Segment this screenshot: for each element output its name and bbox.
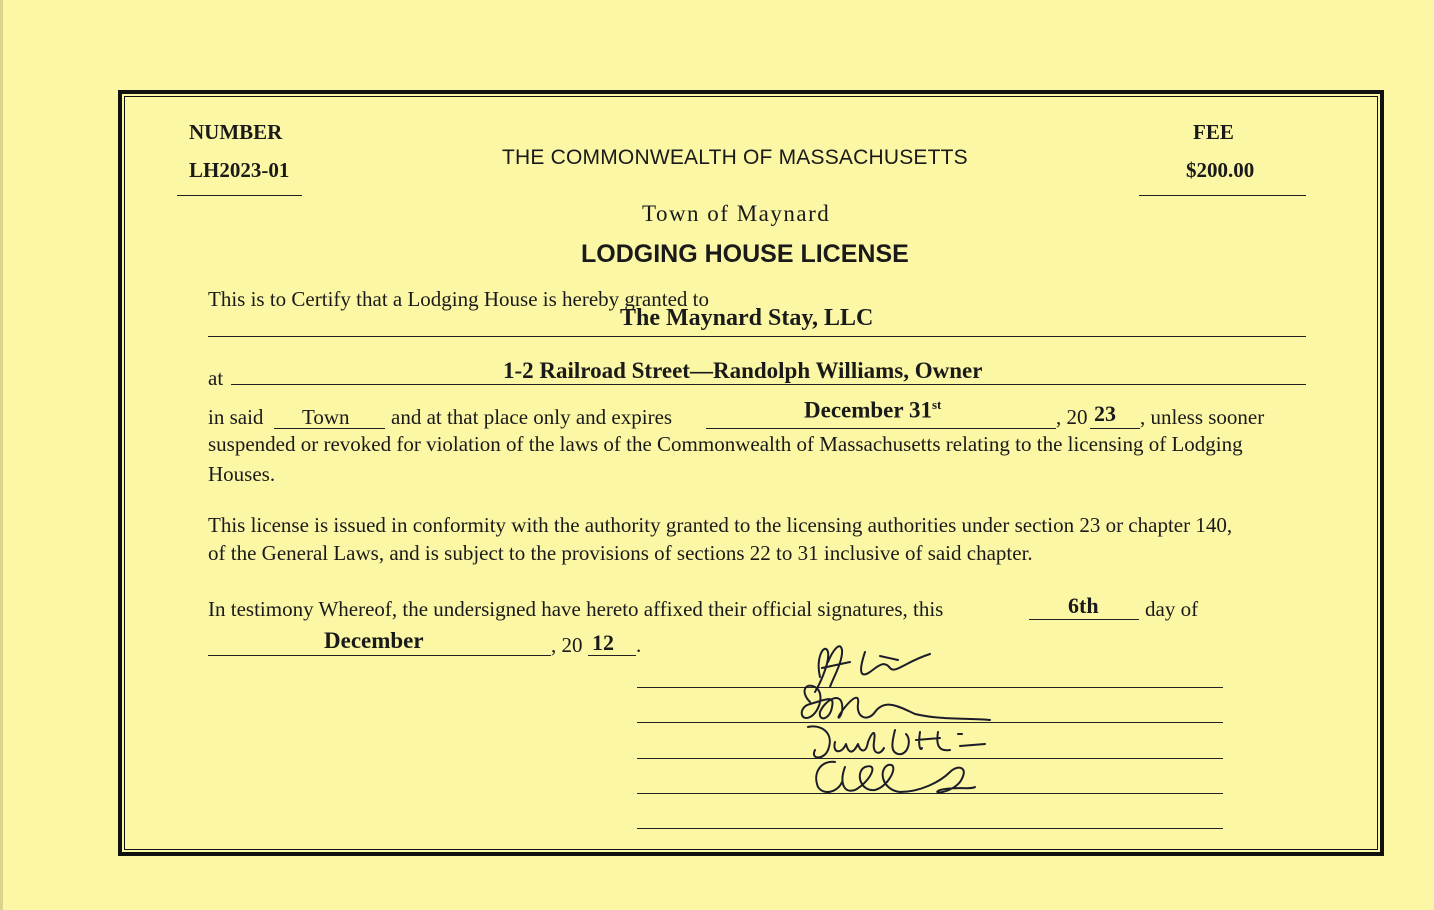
municipality-type: Town [302, 405, 350, 429]
authority-text-end: of the General Laws, and is subject to the provisions of sections 22 to 31 inclusive of said chapter. [208, 541, 1033, 565]
signing-year: 12 [592, 630, 614, 655]
fee-value: $200.00 [1186, 158, 1255, 182]
day-underline [1029, 619, 1139, 620]
expiry-year-underline [1090, 428, 1140, 429]
license-title: LODGING HOUSE LICENSE [581, 240, 909, 268]
signing-month: December [324, 628, 424, 653]
expiry-date-underline [706, 428, 1056, 429]
signature-line [637, 828, 1223, 829]
number-value: LH2023-01 [189, 158, 290, 182]
signing-year-end: . [636, 633, 642, 657]
unless-sooner-text: , unless sooner [1140, 405, 1265, 429]
day-of-text: day of [1145, 597, 1199, 621]
expiry-year-prefix: , 20 [1056, 405, 1088, 429]
authority-text: This license is issued in conformity with the authority granted to the licensing authorities under section 23 or chapter 140, [208, 513, 1233, 537]
in-said-label: in said [208, 405, 264, 429]
expiry-date [804, 397, 941, 424]
grantee-underline [208, 336, 1306, 337]
town-name: Town of Maynard [642, 201, 831, 226]
expires-text: and at that place only and expires [391, 405, 673, 429]
premises-address: 1-2 Railroad Street—Randolph Williams, Owner [503, 358, 983, 383]
certify-text: This is to Certify that a Lodging House is hereby granted to [208, 287, 709, 311]
fee-underline [1139, 195, 1306, 196]
signing-year-prefix: , 20 [551, 633, 583, 657]
paper-edge [0, 0, 3, 910]
revocation-text: suspended or revoked for violation of the laws of the Commonwealth of Massachusetts relating to the licensing of Lodging [208, 432, 1243, 456]
year-underline [588, 655, 636, 656]
revocation-text-end: Houses. [208, 462, 276, 486]
signing-day: 6th [1068, 593, 1099, 618]
number-label: NUMBER [189, 120, 283, 144]
commonwealth-heading: THE COMMONWEALTH OF MASSACHUSETTS [502, 146, 968, 169]
signatures-image [780, 632, 1010, 807]
testimony-text: In testimony Whereof, the undersigned have hereto affixed their official signatures, this [208, 597, 944, 621]
municipality-underline [274, 428, 385, 429]
address-underline [231, 384, 1306, 385]
number-underline [177, 195, 302, 196]
expiry-year: 23 [1094, 401, 1116, 426]
fee-label: FEE [1193, 120, 1234, 144]
expiry-date-text: December 31 [804, 397, 932, 423]
grantee-name: The Maynard Stay, LLC [620, 305, 874, 331]
at-label: at [208, 366, 224, 390]
expiry-date-suffix: st [931, 397, 942, 412]
month-underline [208, 655, 551, 656]
